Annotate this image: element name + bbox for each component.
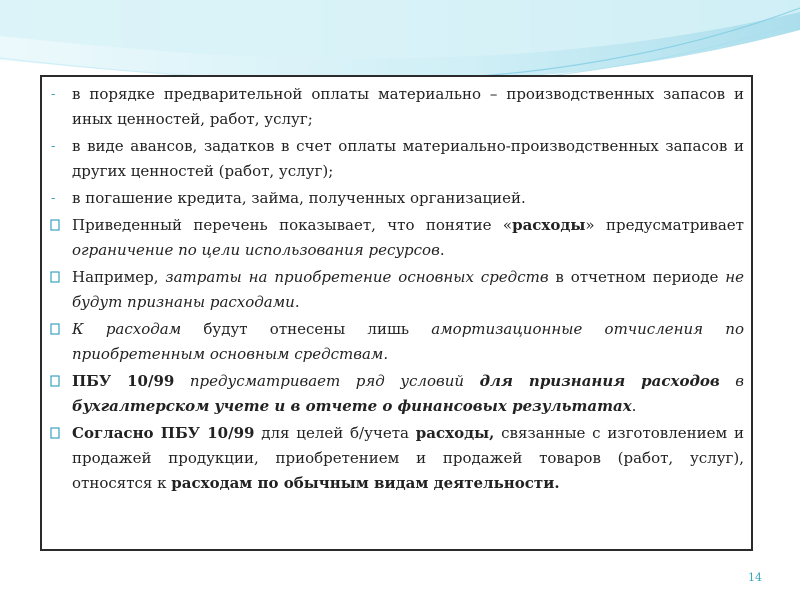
bullet-text: в виде авансов, задатков в счет оплаты материально-производственных запасов и других ценностей (работ, услуг); [72,137,744,180]
square-bullet-icon [50,375,60,387]
bullet-text: . [294,293,300,311]
bullet-text: не будут признаны расходами [72,268,744,311]
bullet-text: ПБУ 10/99 [72,372,175,390]
bullet-text: в порядке предварительной оплаты материально – производственных запасов и иных ценностей, работ, услуг; [72,85,744,128]
bullet-text: бухгалтерском учете и в отчете о финансовых результатах [72,397,632,415]
dash-bullet-icon: - [51,191,56,206]
bullet-text: в погашение кредита, займа, полученных организацией. [72,189,526,207]
bullet-item [50,369,744,419]
bullet-text: связанные с изготовлением и продажей продукции, приобретением и продажей товаров (работ, услуг), относятся к [72,424,744,492]
bullet-text: К расходам [72,320,182,338]
bullet-text: расходы [512,216,586,234]
bullet-text: » предусматривает [585,216,744,234]
page-number: 14 [748,571,762,584]
bullet-text: будут отнесены лишь [181,320,432,338]
square-bullet-icon [50,427,60,439]
bullet-text [72,397,632,415]
bullet-item [50,186,744,211]
bullet-text: Согласно ПБУ 10/99 [72,424,255,442]
dash-bullet-icon: - [51,87,56,102]
dash-bullet-icon: - [51,139,56,154]
bullet-text: предусматривает ряд условий [174,372,480,390]
bullet-text [480,372,720,390]
bullet-text: расходы, [415,424,495,442]
square-bullet-icon [50,271,60,283]
bullet-item [50,134,744,184]
bullet-item [50,317,744,367]
bullet-text: в отчетном периоде [548,268,726,286]
square-bullet-icon [50,323,60,335]
bullet-text: расходам по обычным видам деятельности. [171,474,560,492]
bullet-text: для признания расходов [479,372,720,390]
bullet-text: в [719,372,745,390]
bullet-item [50,421,744,496]
bullet-item [50,265,744,315]
bullet-text: . [439,241,445,259]
bullet-text: ограничение по цели использования ресурсов [72,241,440,259]
bullet-text: Например, [72,268,166,286]
bullet-text: затраты на приобретение основных средств [165,268,549,286]
bullet-text: . [631,397,637,415]
bullet-list [50,82,744,498]
square-bullet-icon [50,219,60,231]
bullet-item [50,82,744,132]
bullet-item [50,213,744,263]
bullet-text: амортизационные отчисления по приобретенным основным средствам. [72,320,744,363]
bullet-text: для целей б/учета [254,424,416,442]
bullet-text: Приведенный перечень показывает, что понятие « [72,216,513,234]
